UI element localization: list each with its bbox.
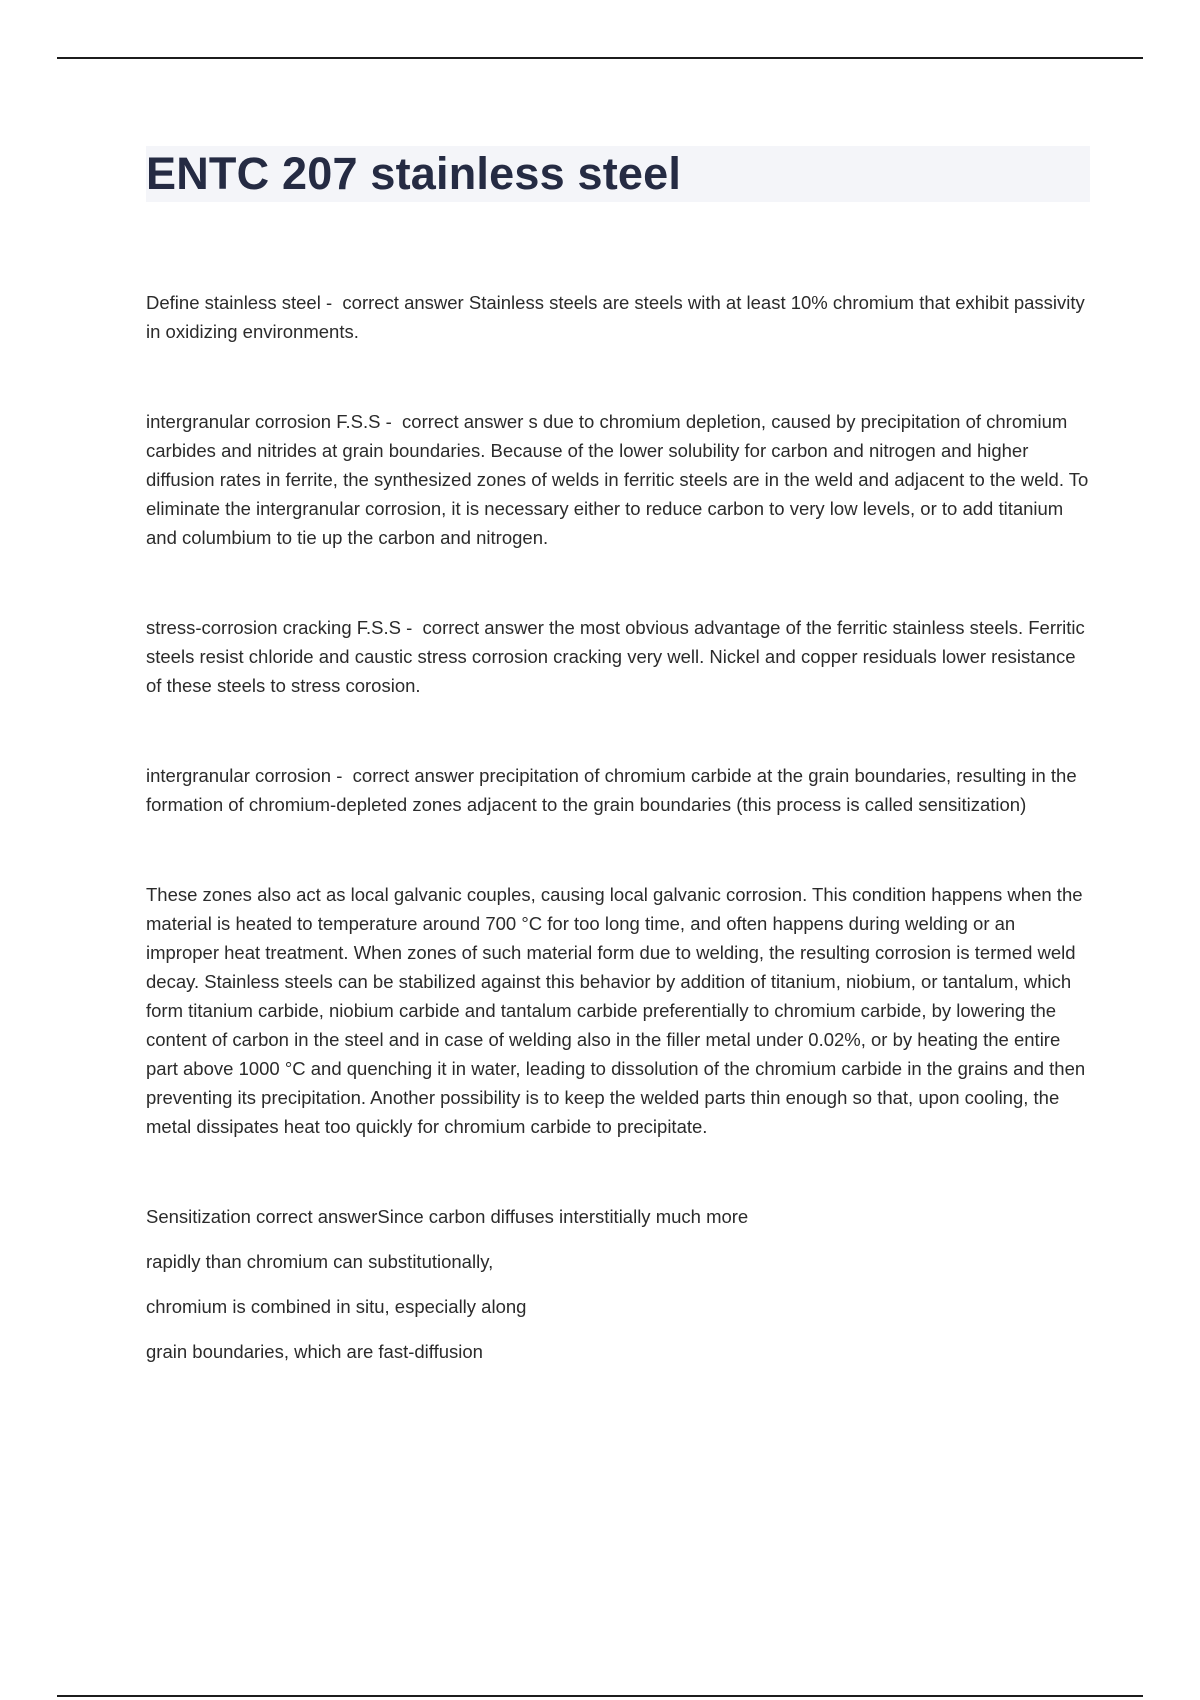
qa-item-define-stainless-steel [146, 288, 1090, 346]
qa-marker: correct answer [347, 765, 475, 786]
qa-answer: the most obvious advantage of the ferritic stainless steels. Ferritic steels resist chloride and caustic stress corrosion cracking very well. Nickel and copper residuals lower resistance of these steels to stress corosion. [146, 617, 1085, 696]
sensitization-first-line [146, 1202, 1090, 1231]
qa-term: intergranular corrosion F.S.S - [146, 411, 397, 432]
qa-item-intergranular-corrosion-fss [146, 407, 1090, 552]
qa-term: Sensitization [146, 1206, 251, 1227]
qa-list [146, 288, 1090, 1366]
qa-answer: Since carbon diffuses interstitially much more [377, 1206, 749, 1227]
qa-term: intergranular corrosion - [146, 765, 348, 786]
qa-answer: Stainless steels are steels with at least 10% chromium that exhibit passivity in oxidizing environments. [146, 292, 1085, 342]
qa-item-sensitization [146, 1202, 1090, 1366]
body-paragraph-weld-decay: These zones also act as local galvanic couples, causing local galvanic corrosion. This condition happens when the material is heated to temperature around 700 °C for too long time, and often happens during welding or an improper heat treatment. When zones of such material form due to welding, the resulting corrosion is termed weld decay. Stainless steels can be stabilized against this behavior by addition of titanium, niobium, or tantalum, which form titanium carbide, niobium carbide and tantalum carbide preferentially to chromium carbide, by lowering the content of carbon in the steel and in case of welding also in the filler metal under 0.02%, or by heating the entire part above 1000 °C and quenching it in water, leading to dissolution of the chromium carbide in the grains and then preventing its precipitation. Another possibility is to keep the welded parts thin enough so that, upon cooling, the metal dissipates heat too quickly for chromium carbide to precipitate. [146, 884, 1086, 1137]
qa-marker: correct answer [337, 292, 464, 313]
top-rule [57, 57, 1143, 59]
qa-marker: correct answer [250, 1206, 378, 1227]
title-band [146, 146, 1090, 202]
document-title: ENTC 207 stainless steel [146, 148, 682, 199]
qa-marker: correct answer [417, 617, 544, 638]
document-page [146, 146, 1090, 1382]
qa-term: stress-corrosion cracking F.S.S - [146, 617, 417, 638]
sensitization-line: grain boundaries, which are fast-diffusion [146, 1341, 483, 1362]
qa-item-intergranular-corrosion [146, 761, 1090, 819]
qa-answer: precipitation of chromium carbide at the grain boundaries, resulting in the formation of chromium-depleted zones adjacent to the grain boundaries (this process is called sensitization) [146, 765, 1077, 815]
sensitization-line: chromium is combined in situ, especially along [146, 1296, 527, 1317]
sensitization-line: rapidly than chromium can substitutionally, [146, 1251, 494, 1272]
qa-term: Define stainless steel - [146, 292, 337, 313]
qa-marker: correct answer [396, 411, 524, 432]
bottom-rule [57, 1695, 1143, 1697]
qa-answer: s due to chromium depletion, caused by precipitation of chromium carbides and nitrides at grain boundaries. Because of the lower solubility for carbon and nitrogen and higher diffusion rates in ferrite, the synthesized zones of welds in ferritic steels are in the weld and adjacent to the weld. To eliminate the intergranular corrosion, it is necessary either to reduce carbon to very low levels, or to add titanium and columbium to tie up the carbon and nitrogen. [146, 411, 1089, 548]
qa-item-stress-corrosion-cracking-fss [146, 613, 1090, 700]
